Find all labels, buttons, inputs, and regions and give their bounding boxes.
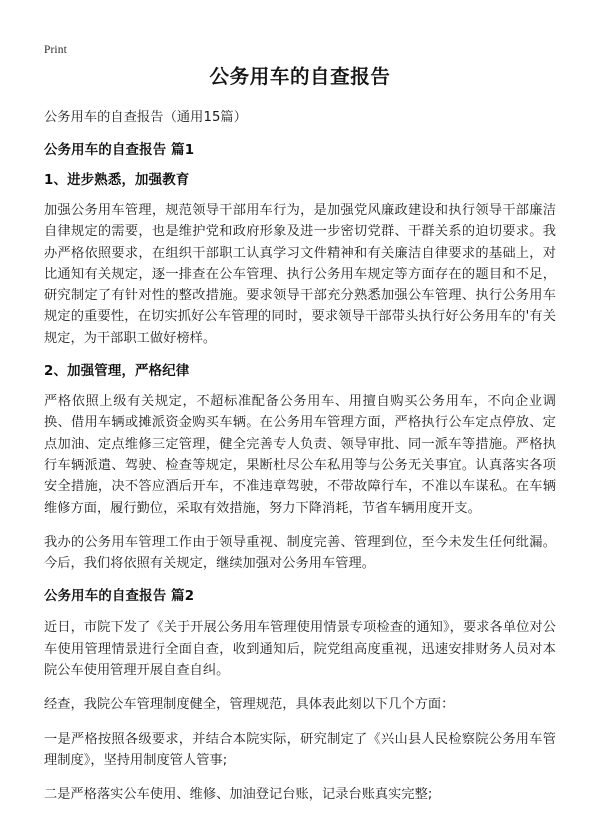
paragraph: 我办的公务用车管理工作由于领导重视、制度完善、管理到位，至今未发生任何纰漏。今后，我们将依照有关规定，继续加强对公务用车管理。 <box>44 534 556 572</box>
document-content <box>44 0 556 806</box>
paragraph: 近日，市院下发了《关于开展公务用车管理使用情景专项检查的通知》，要求各单位对公车使用管理情景进行全面自查，收到通知后，院党组高度重视，迅速安排财务人员对本院公车使用管理开展自查自纠。 <box>44 620 556 679</box>
paragraph: 严格依照上级有关规定，不超标准配备公务用车、用擅自购买公务用车，不向企业调换、借用车辆或摊派资金购买车辆。在公务用车管理方面，严格执行公车定点停放、定点加油、定点维修三定管理，健全完善专人负责、领导审批、同一派车等措施。严格执行车辆派遣、驾驶、检查等规定，果断杜尽公车私用等与公务无关事宜。认真落实各项安全措施，决不答应酒后开车，不准违章驾驶，不带故障行车，不准以车谋私。在车辆维修方面，履行勤位，采取有效措施，努力下降消耗，节省车辆用度开支。 <box>44 394 556 516</box>
sub-heading: 1、进步熟悉，加强教育 <box>44 173 190 188</box>
paragraph: 一是严格按照各级要求，并结合本院实际，研究制定了《兴山县人民检察院公务用车管理制度》，坚持用制度管人管事; <box>44 731 556 768</box>
document-subtitle: 公务用车的自查报告（通用15篇） <box>44 110 248 125</box>
paragraph: 二是严格落实公车使用、维修、加油登记台账，记录台账真实完整; <box>44 787 433 803</box>
section-heading: 公务用车的自查报告 篇1 <box>44 143 195 158</box>
print-button[interactable]: Print <box>44 44 67 56</box>
page-title: 公务用车的自查报告 <box>209 65 391 88</box>
paragraph: 加强公务用车管理，规范领导干部用车行为，是加强党风廉政建设和执行领导干部廉洁自律规定的需要，也是维护党和政府形象及进一步密切党群、干群关系的迫切要求。我办严格依照要求，在组织干部职工认真学习文件精神和有关廉洁自律要求的基础上，对比通知有关规定，逐一排查在公车管理、执行公务用车规定等方面存在的题目和不足，研究制定了有针对性的整改措施。要求领导干部充分熟悉加强公车管理、执行公务用车规定的重要性，在切实抓好公车管理的同时，要求领导干部带头执行好公务用车的'有关规定，为干部职工做好榜样。 <box>44 203 556 346</box>
sub-heading: 2、加强管理，严格纪律 <box>44 364 190 380</box>
section-heading: 公务用车的自查报告 篇2 <box>44 589 195 605</box>
paragraph: 经查，我院公车管理制度健全，管理规范，具体表此刻以下几个方面： <box>44 697 455 713</box>
